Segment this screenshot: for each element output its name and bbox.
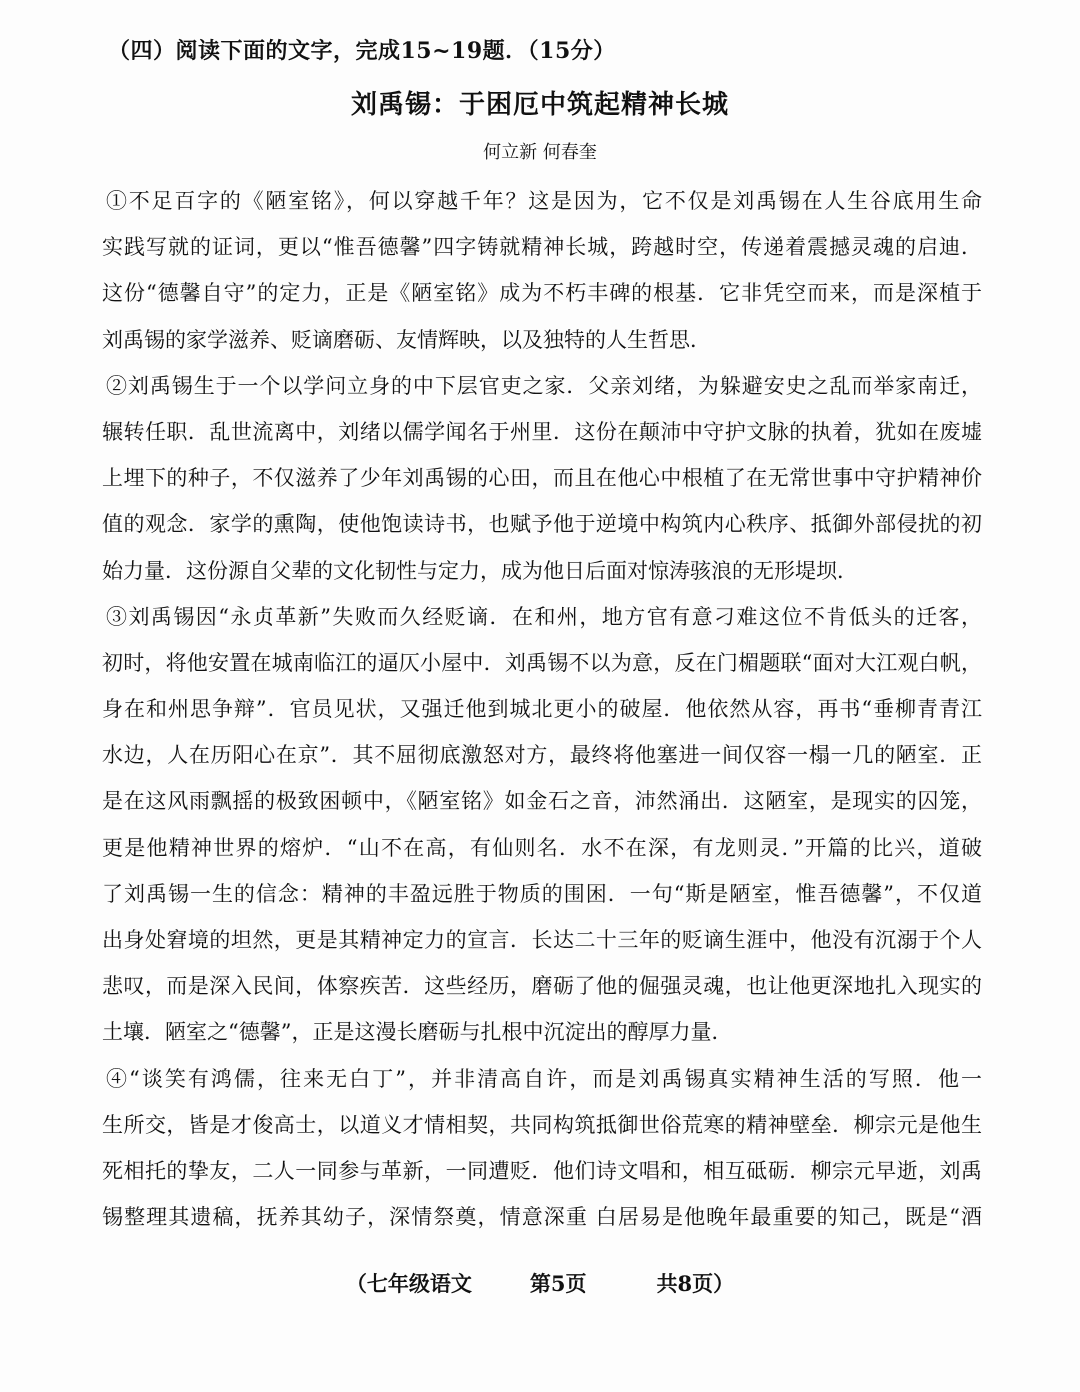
body-line: 初时，将他安置在城南临江的逼仄小屋中．刘禹锡不以为意，反在门楣题联“面对大江观白帆， bbox=[102, 650, 982, 675]
body-line: 了刘禹锡一生的信念：精神的丰盈远胜于物质的围困．一句“斯是陋室，惟吾德馨”，不仅道 bbox=[102, 881, 982, 906]
body-line: 更是他精神世界的熔炉．“山不在高，有仙则名．水不在深，有龙则灵．”开篇的比兴，道破 bbox=[102, 835, 982, 860]
body-line: 这份“德馨自守”的定力，正是《陋室铭》成为不朽丰碑的根基．它非凭空而来，而是深植于 bbox=[102, 281, 982, 306]
footer-course: （七年级语文 bbox=[345, 1271, 472, 1296]
body-line: 锡整理其遗稿，抚养其幼子，深情祭奠，情意深重 白居易是他晚年最重要的知己，既是“酒 bbox=[102, 1205, 982, 1230]
section-heading: （四）阅读下面的文字，完成15~19题．（15分） bbox=[108, 38, 616, 64]
body-line: 土壤．陋室之“德馨”，正是这漫长磨砺与扎根中沉淀出的醇厚力量． bbox=[102, 1020, 733, 1045]
body-line: 死相托的挚友，二人一同参与革新，一同遭贬．他们诗文唱和，相互砥砺．柳宗元早逝，刘禹 bbox=[102, 1158, 982, 1183]
page-footer bbox=[0, 1268, 1080, 1298]
body-line: 生所交，皆是才俊高士，以道义才情相契，共同构筑抵御世俗荒寒的精神壁垒．柳宗元是他生 bbox=[102, 1112, 982, 1137]
body-line: 实践写就的证词，更以“惟吾德馨”四字铸就精神长城，跨越时空，传递着震撼灵魂的启迪． bbox=[102, 235, 982, 260]
body-line: 身在和州思争辩”．官员见状，又强迁他到城北更小的破屋．他依然从容，再书“垂柳青青江 bbox=[102, 697, 982, 722]
article-authors: 何立新 何春奎 bbox=[483, 142, 597, 163]
body-line: 悲叹，而是深入民间，体察疾苦．这些经历，磨砺了他的倔强灵魂，也让他更深地扎入现实的 bbox=[102, 974, 982, 999]
body-line: 刘禹锡的家学滋养、贬谪磨砺、友情辉映，以及独特的人生哲思． bbox=[102, 327, 711, 352]
footer-page-total: 共8页） bbox=[656, 1271, 735, 1296]
body-line: ③刘禹锡因“永贞革新”失败而久经贬谪．在和州，地方官有意刁难这位不肯低头的迁客， bbox=[106, 604, 982, 629]
body-line: ④“谈笑有鸿儒，往来无白丁”，并非清高自许，而是刘禹锡真实精神生活的写照．他一 bbox=[106, 1066, 982, 1091]
article-body bbox=[102, 178, 982, 1240]
body-line: 水边，人在历阳心在京”．其不屈彻底激怒对方，最终将他塞进一间仅容一榻一几的陋室．正 bbox=[102, 743, 982, 768]
body-line: 始力量．这份源自父辈的文化韧性与定力，成为他日后面对惊涛骇浪的无形堤坝． bbox=[102, 558, 858, 583]
body-line: 辗转任职．乱世流离中，刘绪以儒学闻名于州里．这份在颠沛中守护文脉的执着，犹如在废墟 bbox=[102, 419, 982, 444]
body-line: ②刘禹锡生于一个以学问立身的中下层官吏之家．父亲刘绪，为躲避安史之乱而举家南迁， bbox=[106, 373, 982, 398]
body-line: 出身处窘境的坦然，更是其精神定力的宣言．长达二十三年的贬谪生涯中，他没有沉溺于个人 bbox=[102, 928, 982, 952]
body-line: 值的观念．家学的熏陶，使他饱读诗书，也赋予他于逆境中构筑内心秩序、抵御外部侵扰的初 bbox=[102, 512, 982, 537]
body-line: 上埋下的种子，不仅滋养了少年刘禹锡的心田，而且在他心中根植了在无常世事中守护精神价 bbox=[102, 466, 982, 491]
body-line: 是在这风雨飘摇的极致困顿中，《陋室铭》如金石之音，沛然涌出．这陋室，是现实的囚笼， bbox=[102, 789, 982, 814]
article-title: 刘禹锡：于困厄中筑起精神长城 bbox=[350, 90, 729, 120]
footer-page-number: 第5页 bbox=[529, 1271, 587, 1296]
body-line: ①不足百字的《陋室铭》，何以穿越千年？这是因为，它不仅是刘禹锡在人生谷底用生命 bbox=[106, 189, 982, 213]
